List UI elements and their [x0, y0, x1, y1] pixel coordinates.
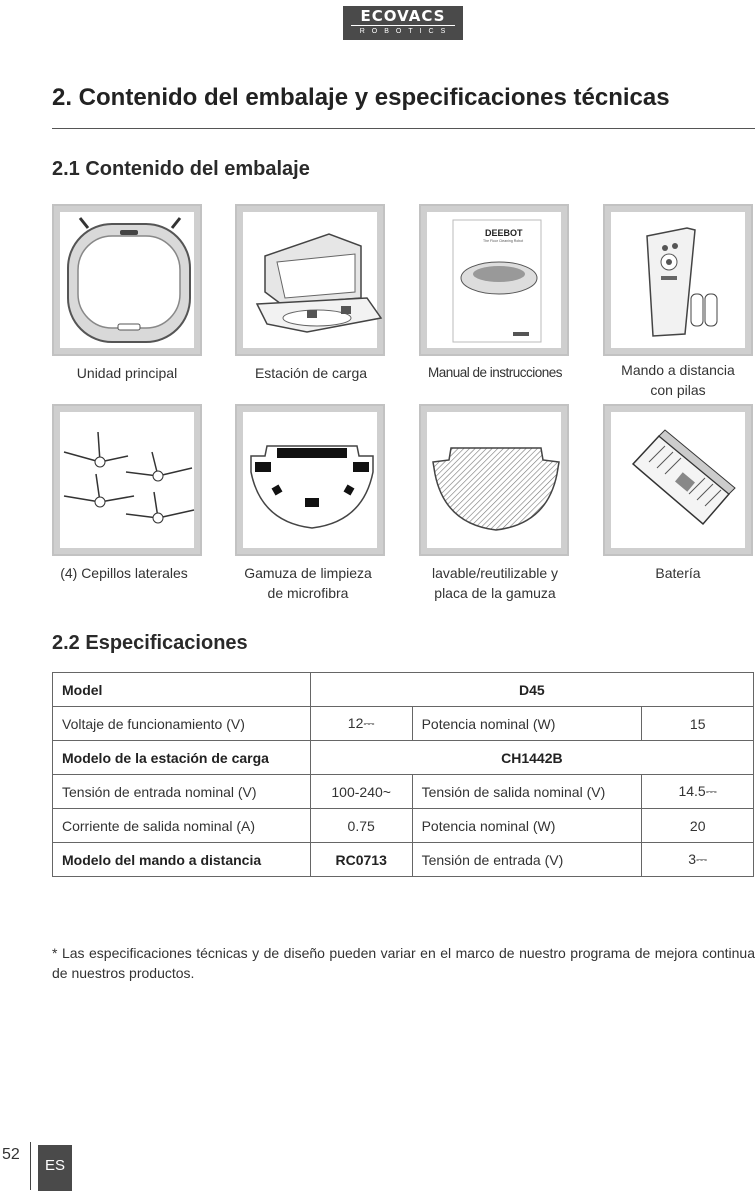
dc-symbol-icon: ⎓	[705, 783, 717, 799]
caption-charging-station: Estación de carga	[254, 365, 368, 381]
remote-voltage-value: 3	[688, 851, 696, 867]
page-title: 2. Contenido del embalaje y especificaciones técnicas	[52, 84, 670, 111]
table-row	[53, 809, 754, 843]
caption-remote-line1: Mando a distancia	[621, 362, 735, 378]
logo-name: ECOVACS	[360, 7, 446, 25]
voltage-label: Voltaje de funcionamiento (V)	[53, 707, 311, 741]
station-model-label: Modelo de la estación de carga	[53, 741, 311, 775]
caption-cloth-line1: Gamuza de limpieza	[244, 565, 372, 581]
output-voltage-value: 14.5	[678, 783, 706, 799]
station-model-value: CH1442B	[310, 741, 753, 775]
language-badge: ES	[38, 1145, 72, 1191]
side-brushes-icon	[54, 406, 204, 558]
table-row	[53, 741, 754, 775]
specifications-table	[52, 672, 754, 877]
battery-image	[603, 404, 753, 556]
robot-vacuum-icon	[54, 206, 204, 358]
dc-symbol-icon: ⎓	[363, 715, 375, 731]
logo-subtitle: ROBOTICS	[359, 28, 453, 35]
page-number: 52	[2, 1146, 20, 1163]
remote-voltage-cell	[642, 843, 754, 877]
table-row	[53, 775, 754, 809]
station-power-label: Potencia nominal (W)	[412, 809, 642, 843]
manual-brand: DEEBOT	[485, 228, 523, 238]
caption-remote	[583, 360, 755, 400]
cleaning-cloth-icon	[237, 406, 387, 558]
voltage-value: 12	[347, 715, 364, 731]
output-voltage-label: Tensión de salida nominal (V)	[412, 775, 642, 809]
footnote: * Las especificaciones técnicas y de diseño pueden variar en el marco de nuestro programa de mejora continua de nuestros productos.	[52, 945, 755, 981]
caption-cloth-plate	[400, 563, 590, 603]
input-voltage-value: 100-240~	[310, 775, 412, 809]
manual-icon	[421, 206, 571, 358]
remote-control-icon	[605, 206, 755, 358]
caption-cloth-line2: de microfibra	[267, 585, 349, 601]
cloth-plate-image	[419, 404, 569, 556]
model-value: D45	[310, 673, 753, 707]
caption-battery: Batería	[655, 565, 701, 581]
table-row	[53, 843, 754, 877]
remote-model-label: Modelo del mando a distancia	[53, 843, 311, 877]
manual-image	[419, 204, 569, 356]
dc-symbol-icon: ⎓	[696, 851, 708, 867]
cloth-plate-icon	[421, 406, 571, 558]
robot-vacuum-image	[52, 204, 202, 356]
model-label: Model	[53, 673, 311, 707]
remote-model-value: RC0713	[310, 843, 412, 877]
side-brushes-image	[52, 404, 202, 556]
table-row	[53, 673, 754, 707]
power-label: Potencia nominal (W)	[412, 707, 642, 741]
voltage-cell	[310, 707, 412, 741]
station-power-value: 20	[642, 809, 754, 843]
battery-icon	[605, 406, 755, 558]
caption-side-brushes: (4) Cepillos laterales	[60, 565, 188, 581]
footer-divider	[30, 1142, 31, 1190]
caption-main-unit: Unidad principal	[76, 365, 178, 381]
caption-cleaning-cloth	[213, 563, 403, 603]
output-voltage-cell	[642, 775, 754, 809]
ecovacs-logo	[343, 6, 463, 40]
title-rule	[52, 128, 755, 129]
power-value: 15	[642, 707, 754, 741]
caption-manual: Manual de instrucciones	[427, 365, 563, 380]
output-current-value: 0.75	[310, 809, 412, 843]
cleaning-cloth-image	[235, 404, 385, 556]
charging-station-icon	[237, 206, 387, 358]
remote-control-image	[603, 204, 753, 356]
input-voltage-label: Tensión de entrada nominal (V)	[53, 775, 311, 809]
package-section-title: 2.1 Contenido del embalaje	[52, 158, 310, 180]
specs-section-title: 2.2 Especificaciones	[52, 632, 248, 654]
caption-plate-line2: placa de la gamuza	[434, 585, 556, 601]
caption-remote-line2: con pilas	[650, 382, 706, 398]
caption-plate-line1: lavable/reutilizable y	[431, 565, 559, 581]
manual-subtitle: The Floor Cleaning Robot	[483, 239, 524, 243]
table-row	[53, 707, 754, 741]
remote-voltage-label: Tensión de entrada (V)	[412, 843, 642, 877]
output-current-label: Corriente de salida nominal (A)	[53, 809, 311, 843]
charging-station-image	[235, 204, 385, 356]
